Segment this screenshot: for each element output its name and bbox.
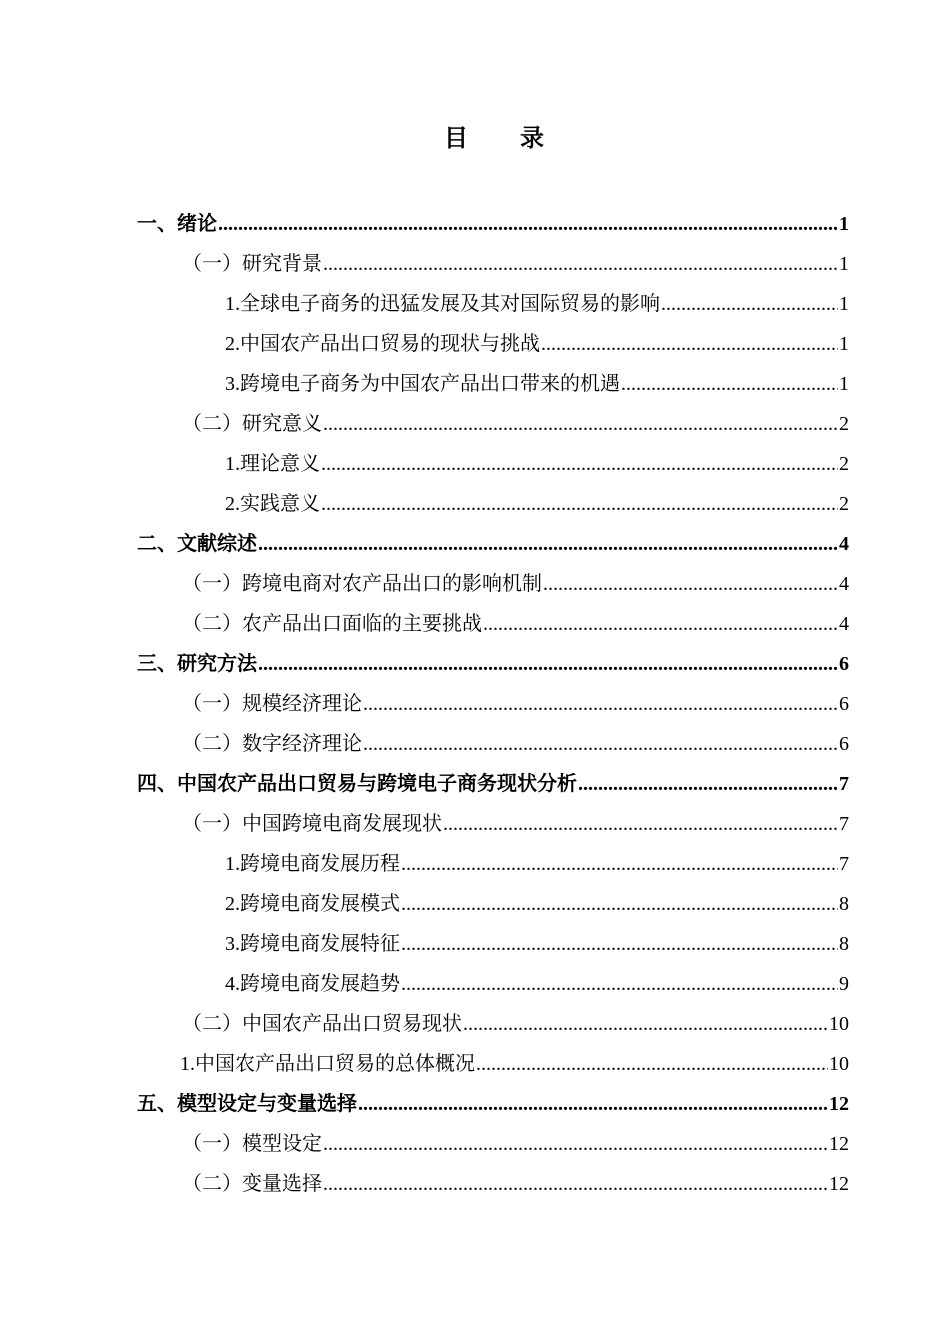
toc-leader-dots: [323, 1132, 828, 1156]
toc-leader-dots: [463, 1012, 828, 1036]
toc-entry-page-number: 6: [839, 653, 849, 675]
toc-entry[interactable]: [182, 676, 849, 716]
toc-entry-title: （二）变量选择: [182, 1173, 322, 1195]
toc-entry-page-number: 9: [839, 973, 849, 995]
toc-leader-dots: [258, 652, 838, 676]
toc-entry-page-number: 2: [839, 493, 849, 515]
toc-entry-title: 3.跨境电商发展特征: [225, 933, 400, 955]
toc-entry-title: 1.中国农产品出口贸易的总体概况: [180, 1053, 475, 1075]
toc-entry-title: 3.跨境电子商务为中国农产品出口带来的机遇: [225, 373, 620, 395]
toc-entry-title: 2.实践意义: [225, 493, 320, 515]
toc-entry-title: （一）跨境电商对农产品出口的影响机制: [182, 573, 542, 595]
toc-leader-dots: [401, 892, 838, 916]
toc-leader-dots: [483, 612, 838, 636]
toc-leader-dots: [258, 532, 838, 556]
toc-entry[interactable]: [225, 916, 849, 956]
toc-entry[interactable]: [137, 1076, 849, 1116]
toc-entry-page-number: 1: [839, 333, 849, 355]
toc-leader-dots: [476, 1052, 828, 1076]
toc-entry-title: （二）研究意义: [182, 413, 322, 435]
toc-leader-dots: [401, 932, 838, 956]
toc-entry[interactable]: [182, 996, 849, 1036]
toc-entry-title: 2.跨境电商发展模式: [225, 893, 400, 915]
toc-leader-dots: [321, 452, 838, 476]
toc-entry[interactable]: [225, 276, 849, 316]
toc-leader-dots: [323, 1172, 828, 1196]
toc-entry-page-number: 1: [839, 373, 849, 395]
toc-entry-page-number: 10: [829, 1013, 849, 1035]
toc-entry[interactable]: [225, 956, 849, 996]
toc-leader-dots: [218, 212, 838, 236]
toc-entry-title: 二、文献综述: [137, 533, 257, 555]
toc-entry[interactable]: [182, 796, 849, 836]
toc-entry-title: 一、绪论: [137, 213, 217, 235]
toc-leader-dots: [541, 332, 838, 356]
toc-entry[interactable]: [225, 876, 849, 916]
toc-entry-title: 五、模型设定与变量选择: [137, 1093, 357, 1115]
toc-leader-dots: [323, 412, 838, 436]
toc-entry[interactable]: [137, 756, 849, 796]
toc-leader-dots: [401, 852, 838, 876]
toc-leader-dots: [363, 692, 838, 716]
toc-entry[interactable]: [225, 356, 849, 396]
toc-entry-page-number: 8: [839, 893, 849, 915]
toc-entry-page-number: 12: [829, 1133, 849, 1155]
toc-title-right: 录: [520, 126, 546, 152]
toc-entry-page-number: 7: [839, 773, 849, 795]
toc-entry[interactable]: [225, 436, 849, 476]
toc-entry-title: （一）中国跨境电商发展现状: [182, 813, 442, 835]
toc-entry-page-number: 4: [839, 573, 849, 595]
toc-entry[interactable]: [182, 1116, 849, 1156]
toc-entry-title: 1.跨境电商发展历程: [225, 853, 400, 875]
toc-entry[interactable]: [182, 1156, 849, 1196]
toc-leader-dots: [443, 812, 838, 836]
toc-entry-page-number: 12: [829, 1093, 849, 1115]
toc-entry-page-number: 1: [839, 213, 849, 235]
toc-entry-title: 1.全球电子商务的迅猛发展及其对国际贸易的影响: [225, 293, 660, 315]
toc-entry[interactable]: [180, 1036, 849, 1076]
toc-leader-dots: [578, 772, 838, 796]
toc-entry[interactable]: [182, 556, 849, 596]
toc-entry[interactable]: [182, 236, 849, 276]
toc-entry-page-number: 2: [839, 413, 849, 435]
toc-entry-page-number: 12: [829, 1173, 849, 1195]
toc-leader-dots: [401, 972, 838, 996]
toc-leader-dots: [661, 292, 838, 316]
toc-entry[interactable]: [225, 476, 849, 516]
toc-entry-title: （一）研究背景: [182, 253, 322, 275]
toc-entry-page-number: 4: [839, 613, 849, 635]
toc-entry-page-number: 1: [839, 293, 849, 315]
toc-entry-title: （二）农产品出口面临的主要挑战: [182, 613, 482, 635]
toc-leader-dots: [321, 492, 838, 516]
toc-entry-page-number: 7: [839, 813, 849, 835]
toc-entry-page-number: 4: [839, 533, 849, 555]
toc-entry[interactable]: [137, 196, 849, 236]
toc-entry-page-number: 6: [839, 693, 849, 715]
toc-entry-title: 2.中国农产品出口贸易的现状与挑战: [225, 333, 540, 355]
toc-entry-title: 4.跨境电商发展趋势: [225, 973, 400, 995]
toc-entry-title: 三、研究方法: [137, 653, 257, 675]
toc-entry-title: 1.理论意义: [225, 453, 320, 475]
toc-leader-dots: [621, 372, 838, 396]
toc-entry-page-number: 2: [839, 453, 849, 475]
toc-entry[interactable]: [225, 316, 849, 356]
toc-entry[interactable]: [225, 836, 849, 876]
toc-entry[interactable]: [137, 636, 849, 676]
toc-leader-dots: [363, 732, 838, 756]
toc-leader-dots: [543, 572, 838, 596]
toc-entry-title: （二）中国农产品出口贸易现状: [182, 1013, 462, 1035]
toc-entry-page-number: 10: [829, 1053, 849, 1075]
toc-title: [0, 118, 950, 153]
toc-entry-title: （一）模型设定: [182, 1133, 322, 1155]
toc-entry-page-number: 1: [839, 253, 849, 275]
toc-entry-page-number: 6: [839, 733, 849, 755]
toc-entry-title: （一）规模经济理论: [182, 693, 362, 715]
toc-entry-page-number: 8: [839, 933, 849, 955]
toc-title-left: 目: [444, 126, 470, 152]
toc-leader-dots: [358, 1092, 828, 1116]
toc-entry-page-number: 7: [839, 853, 849, 875]
toc-entry[interactable]: [137, 516, 849, 556]
toc-entry[interactable]: [182, 596, 849, 636]
toc-leader-dots: [323, 252, 838, 276]
toc-entry-title: 四、中国农产品出口贸易与跨境电子商务现状分析: [137, 773, 577, 795]
toc-entry[interactable]: [182, 396, 849, 436]
toc-entry-title: （二）数字经济理论: [182, 733, 362, 755]
toc-entry[interactable]: [182, 716, 849, 756]
